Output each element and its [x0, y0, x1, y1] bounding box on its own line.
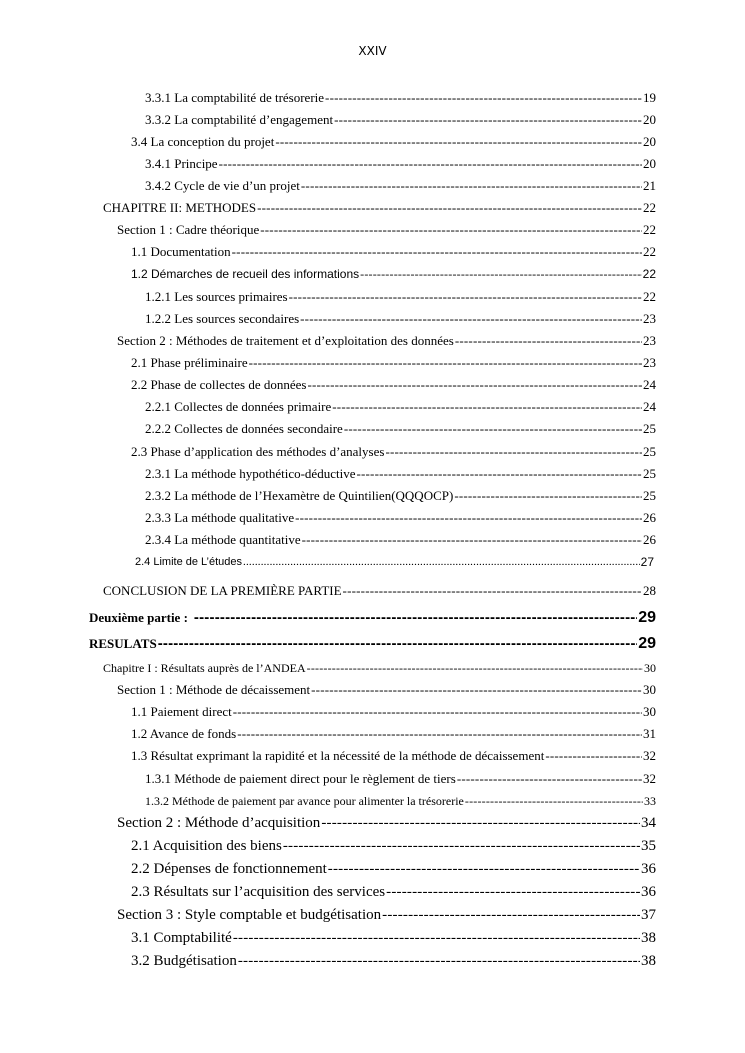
toc-entry-title: 3.1 Comptabilité	[131, 930, 232, 946]
toc-leader	[275, 134, 642, 150]
toc-entry[interactable]	[131, 700, 656, 720]
toc-entry-title: 1.3.1 Méthode de paiement direct pour le règlement de tiers	[145, 771, 456, 786]
toc-entry-page: 23	[643, 311, 656, 326]
toc-entry-title: CHAPITRE II: METHODES	[103, 200, 257, 215]
toc-leader	[382, 907, 640, 923]
toc-leader	[343, 583, 642, 599]
toc-leader	[386, 884, 640, 900]
toc-entry[interactable]	[145, 108, 656, 128]
toc-entry-page: 24	[643, 399, 656, 414]
toc-entry-title: Section 3 : Style comptable et budgétisation	[117, 907, 382, 923]
toc-leader	[332, 399, 642, 415]
toc-entry[interactable]	[145, 174, 656, 194]
toc-entry-page: 27	[640, 555, 654, 569]
toc-entry-page: 20	[643, 156, 656, 171]
toc-entry[interactable]	[103, 579, 656, 599]
toc-entry-title: 3.4.2 Cycle de vie d’un projet	[145, 178, 300, 193]
toc-entry-page: 28	[643, 583, 656, 598]
toc-entry[interactable]	[145, 417, 656, 437]
toc-entry-title: Section 1 : Méthode de décaissement	[117, 682, 311, 697]
toc-leader	[249, 355, 642, 371]
toc-entry-title: 2.3 Résultats sur l’acquisition des services	[131, 884, 386, 900]
toc-entry-page: 26	[643, 510, 656, 525]
toc-entry-title: 1.2.1 Les sources primaires	[145, 289, 288, 304]
toc-entry-title: 3.4.1 Principe	[145, 156, 218, 171]
toc-leader	[295, 510, 642, 526]
toc-entry-page: 38	[641, 953, 656, 969]
toc-entry[interactable]	[131, 240, 656, 260]
toc-entry[interactable]	[145, 86, 656, 106]
toc-entry-page: 22	[643, 222, 656, 237]
toc-leader	[289, 289, 642, 305]
toc-entry-title: RESULATS	[89, 636, 157, 651]
toc-entry[interactable]	[103, 196, 656, 216]
toc-entry-title: Section 2 : Méthodes de traitement et d’exploitation des données	[117, 333, 454, 348]
toc-leader	[233, 704, 642, 720]
toc-entry-title: 1.3 Résultat exprimant la rapidité et la nécessité de la méthode de décaissement	[131, 748, 545, 763]
toc-entry[interactable]	[131, 722, 656, 742]
toc-entry[interactable]	[89, 604, 656, 626]
toc-entry[interactable]	[117, 811, 656, 831]
toc-leader	[307, 377, 642, 393]
toc-entry-title: 2.3.4 La méthode quantitative	[145, 532, 301, 547]
toc-entry[interactable]	[145, 462, 656, 482]
toc-entry-title: 2.4 Limite de L’études	[135, 556, 243, 568]
toc-entry-title: 1.3.2 Méthode de paiement par avance pour alimenter la trésorerie	[145, 794, 464, 808]
toc-entry-page: 30	[643, 704, 656, 719]
toc-entry[interactable]	[131, 880, 656, 900]
toc-entry-title: 2.3.3 La méthode qualitative	[145, 510, 295, 525]
toc-entry-page: 25	[643, 466, 656, 481]
toc-entry-page: 19	[643, 90, 656, 105]
toc-entry-page: 25	[643, 488, 656, 503]
toc-entry[interactable]	[131, 373, 656, 393]
toc-entry-page: 34	[641, 815, 656, 831]
toc-entry[interactable]	[131, 262, 656, 282]
toc-entry[interactable]	[131, 351, 656, 371]
toc-entry-page: 30	[644, 661, 656, 675]
toc-entry[interactable]	[131, 857, 656, 877]
toc-entry-page: 31	[643, 726, 656, 741]
toc-leader	[325, 90, 642, 106]
toc-entry-page: 33	[644, 794, 656, 808]
toc-entry-page: 25	[643, 421, 656, 436]
toc-entry-title: Deuxième partie :	[89, 610, 188, 625]
toc-entry-page: 32	[643, 771, 656, 786]
toc-entry[interactable]	[131, 834, 656, 854]
toc-leader	[233, 930, 640, 946]
toc-entry-page: 22	[643, 244, 656, 259]
toc-entry[interactable]	[131, 744, 656, 764]
toc-entry[interactable]	[117, 903, 656, 923]
toc-leader	[360, 266, 642, 282]
toc-leader	[260, 222, 642, 238]
toc-leader	[219, 156, 642, 172]
toc-entry[interactable]	[145, 152, 656, 172]
toc-entry-title: 2.3.2 La méthode de l’Hexamètre de Quintilien(QQQOCP)	[145, 488, 454, 503]
toc-entry[interactable]	[131, 440, 656, 460]
toc-entry-page: 22	[642, 267, 656, 281]
toc-entry[interactable]	[131, 130, 656, 150]
toc-entry[interactable]	[131, 926, 656, 946]
toc-entry-title: 1.2 Avance de fonds	[131, 726, 237, 741]
toc-entry-title: 3.3.2 La comptabilité d’engagement	[145, 112, 334, 127]
toc-leader	[454, 488, 642, 504]
toc-leader	[385, 444, 642, 460]
toc-entry-page: 20	[643, 134, 656, 149]
toc-entry[interactable]	[103, 656, 656, 676]
toc-entry-title: 2.1 Acquisition des biens	[131, 838, 282, 854]
toc-leader	[311, 682, 642, 698]
toc-entry-title: 1.2.2 Les sources secondaires	[145, 311, 300, 326]
toc-entry[interactable]	[145, 395, 656, 415]
toc-entry[interactable]	[145, 285, 656, 305]
toc-entry-title: Section 2 : Méthode d’acquisition	[117, 815, 321, 831]
toc-entry-page: 23	[643, 355, 656, 370]
toc-leader	[283, 838, 640, 854]
toc-entry[interactable]	[135, 550, 654, 570]
toc-entry-title: 1.1 Documentation	[131, 244, 231, 259]
toc-leader	[328, 861, 640, 877]
toc-entry-page: 25	[643, 444, 656, 459]
toc-entry-title: 2.2.2 Collectes de données secondaire	[145, 421, 343, 436]
toc-entry[interactable]	[145, 528, 656, 548]
toc-entry-title: CONCLUSION DE LA PREMIÈRE PARTIE	[103, 583, 342, 598]
toc-entry-page: 23	[643, 333, 656, 348]
toc-leader	[356, 466, 642, 482]
page-number: XXIV	[358, 44, 387, 58]
toc-entry-title: 2.3 Phase d’application des méthodes d’analyses	[131, 444, 385, 459]
toc-leader	[307, 660, 643, 676]
toc-entry-page: 21	[643, 178, 656, 193]
toc-leader	[237, 726, 642, 742]
toc-leader	[301, 178, 642, 194]
toc-entry-title: 3.4 La conception du projet	[131, 134, 275, 149]
toc-leader	[158, 636, 638, 652]
toc-entry[interactable]	[131, 949, 656, 969]
toc-entry-title: 2.2 Dépenses de fonctionnement	[131, 861, 327, 877]
toc-entry-page: 36	[641, 861, 656, 877]
toc-entry-title: 2.2.1 Collectes de données primaire	[145, 399, 332, 414]
toc-entry[interactable]	[145, 789, 656, 809]
toc-entry[interactable]	[89, 630, 656, 652]
toc-leader	[334, 112, 642, 128]
toc-leader	[465, 793, 643, 809]
toc-entry-title: Chapitre I : Résultats auprès de l’ANDEA	[103, 661, 306, 675]
toc-entry-title: 1.2 Démarches de recueil des informations	[131, 267, 360, 281]
toc-entry-page: 26	[643, 532, 656, 547]
toc-leader	[194, 610, 637, 626]
toc-entry-page: 20	[643, 112, 656, 127]
toc-entry[interactable]	[117, 218, 656, 238]
toc-entry-title: 2.1 Phase préliminaire	[131, 355, 248, 370]
toc-entry[interactable]	[145, 484, 656, 504]
toc-entry[interactable]	[117, 678, 656, 698]
toc-entry-title: 2.3.1 La méthode hypothético-déductive	[145, 466, 356, 481]
toc-entry-page: 22	[643, 200, 656, 215]
toc-entry-page: 38	[641, 930, 656, 946]
toc-leader	[232, 244, 642, 260]
toc-leader	[257, 200, 642, 216]
toc-entry[interactable]	[145, 307, 656, 327]
toc-entry-page: 36	[641, 884, 656, 900]
toc-leader	[321, 815, 640, 831]
toc-entry-title: 1.1 Paiement direct	[131, 704, 232, 719]
toc-entry[interactable]	[145, 767, 656, 787]
toc-entry-page: 30	[643, 682, 656, 697]
toc-leader	[243, 554, 640, 570]
toc-entry-title: 3.3.1 La comptabilité de trésorerie	[145, 90, 325, 105]
toc-leader	[455, 333, 642, 349]
toc-entry-page: 29	[638, 609, 656, 626]
toc-leader	[238, 953, 640, 969]
toc-entry-page: 35	[641, 838, 656, 854]
toc-entry-page: 24	[643, 377, 656, 392]
toc-entry-page: 37	[641, 907, 656, 923]
toc-entry[interactable]	[145, 506, 656, 526]
toc-entry-title: Section 1 : Cadre théorique	[117, 222, 260, 237]
toc-entry-page: 29	[638, 635, 656, 652]
toc-entry-title: 3.2 Budgétisation	[131, 953, 237, 969]
toc-leader	[300, 311, 642, 327]
toc-entry[interactable]	[117, 329, 656, 349]
toc-leader	[545, 748, 642, 764]
toc-leader	[344, 421, 642, 437]
toc-leader	[457, 771, 642, 787]
toc-entry-title: 2.2 Phase de collectes de données	[131, 377, 307, 392]
toc-entry-page: 32	[643, 748, 656, 763]
toc-leader	[302, 532, 642, 548]
toc-entry-page: 22	[643, 289, 656, 304]
